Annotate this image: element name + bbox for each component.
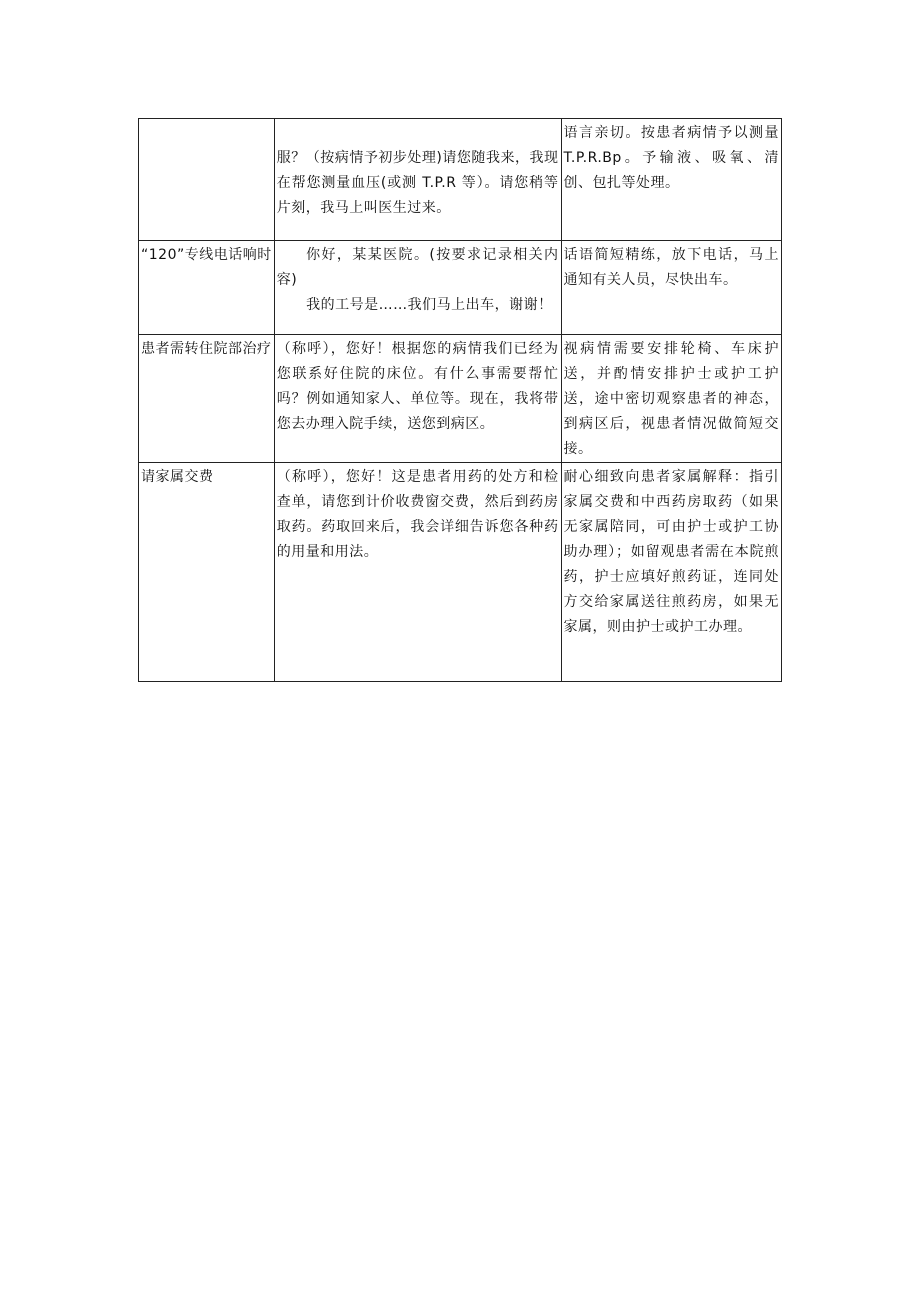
notes-cell: 语言亲切。按患者病情予以测量 T.P.R.Bp。予输液、吸氧、清创、包扎等处理。: [561, 119, 781, 241]
table-row: [139, 119, 782, 241]
table-row: [139, 335, 782, 463]
situation-cell: 请家属交费: [139, 463, 275, 682]
situation-cell: [139, 119, 275, 241]
notes-cell: 耐心细致向患者家属解释：指引家属交费和中西药房取药（如果无家属陪同，可由护士或护工协助办理）；如留观患者需在本院煎药，护士应填好煎药证，连同处方交给家属送往煎药房，如果无家属，则由护士或护工办理。: [561, 463, 781, 682]
notes-cell: 视病情需要安排轮椅、车床护送，并酌情安排护士或护工护送，途中密切观察患者的神态，到病区后，视患者情况做简短交接。: [561, 335, 781, 463]
script-cell: [274, 335, 561, 463]
script-cell: [274, 463, 561, 682]
protocol-table: [138, 118, 782, 682]
script-paragraph: 你好，某某医院。(按要求记录相关内容): [276, 247, 559, 288]
script-cell: [274, 119, 561, 241]
situation-cell: 患者需转住院部治疗: [139, 335, 275, 463]
table-row: [139, 241, 782, 335]
script-paragraph: （称呼），您好！这是患者用药的处方和检查单，请您到计价收费窗交费，然后到药房取药。药取回来后，我会详细告诉您各种药的用量和用法。: [276, 469, 559, 560]
notes-cell: 话语简短精练，放下电话，马上通知有关人员，尽快出车。: [561, 241, 781, 335]
situation-cell: “120”专线电话响时: [139, 241, 275, 335]
script-cell: [274, 241, 561, 335]
table-row: [139, 463, 782, 682]
script-paragraph: （称呼），您好！根据您的病情我们已经为您联系好住院的床位。有什么事需要帮忙吗？例如通知家人、单位等。现在，我将带您去办理入院手续，送您到病区。: [276, 341, 559, 432]
script-paragraph: 服？（按病情予初步处理)请您随我来，我现在帮您测量血压(或测 T.P.R 等）。请您稍等片刻，我马上叫医生过来。: [276, 150, 559, 216]
script-paragraph: 我的工号是……我们马上出车，谢谢！: [306, 297, 553, 313]
